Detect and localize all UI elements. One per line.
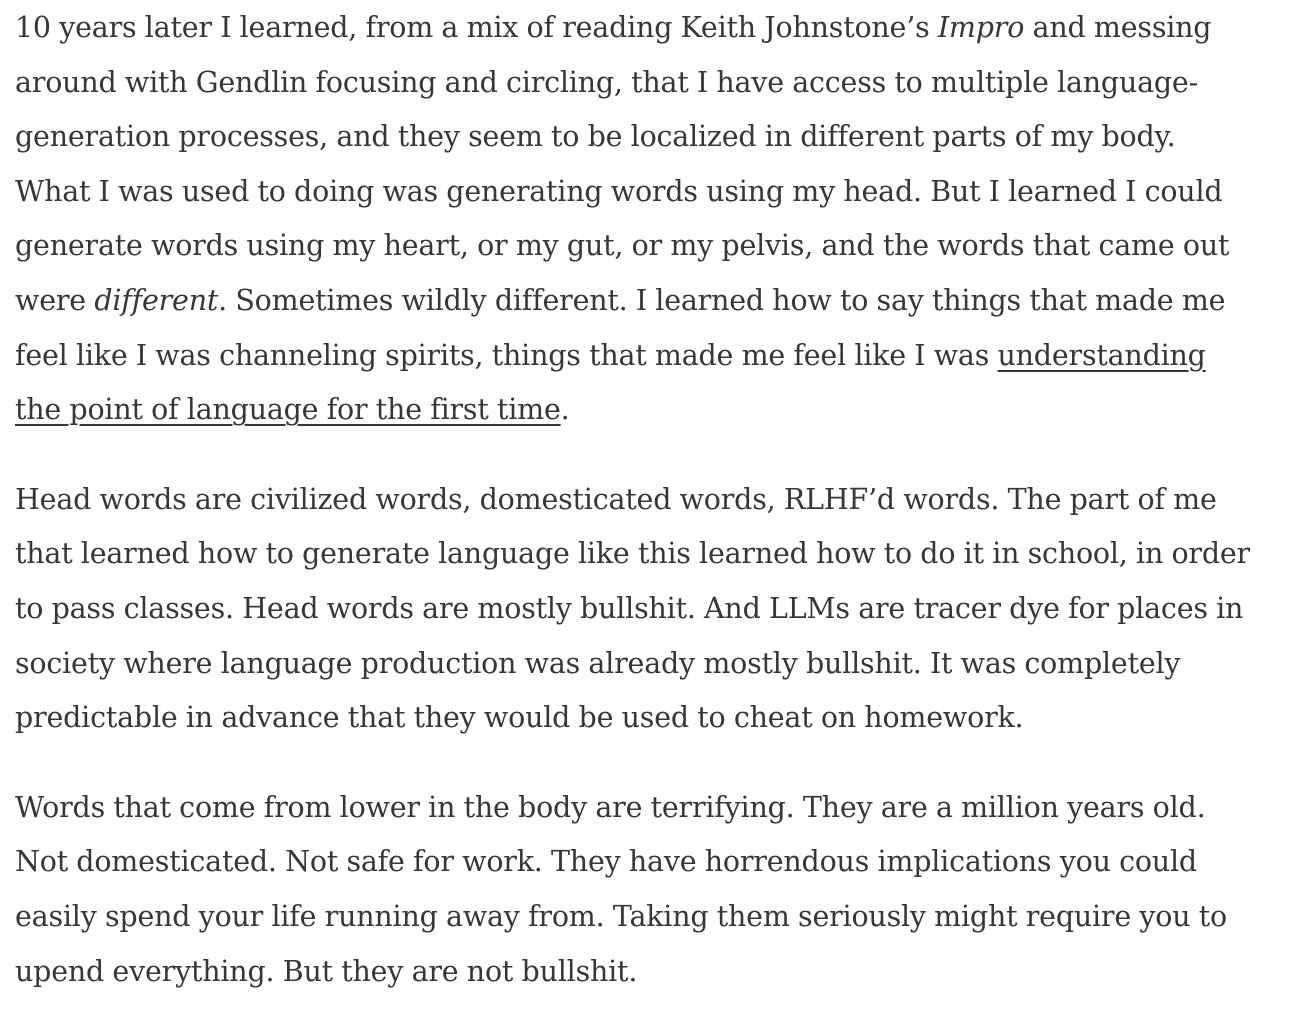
text-line: that learned how to generate language like this learned how to do it in school, in order <box>15 537 1250 571</box>
text-segment: and messing <box>1024 11 1212 44</box>
text-line: around with Gendlin focusing and circling, that I have access to multiple language- <box>15 65 1199 99</box>
text-segment: were <box>15 283 95 317</box>
text-line <box>15 383 1316 438</box>
emphasis-different: different <box>94 283 219 317</box>
text-line: Not domesticated. Not safe for work. They have horrendous implications you could <box>15 845 1197 879</box>
text-line: upend everything. But they are not bullshit. <box>15 954 638 988</box>
text-segment: feel like I was channeling spirits, things that made me feel like I was <box>15 338 998 372</box>
text-line <box>15 1 1316 56</box>
text-line: What I was used to doing was generating words using my head. But I learned I could <box>15 174 1223 208</box>
paragraph-1 <box>15 1 1316 438</box>
text-line: generation processes, and they seem to be localized in different parts of my body. <box>15 120 1176 154</box>
link-understanding-language-part-1[interactable]: understanding <box>997 338 1206 372</box>
text-segment: . <box>560 393 570 427</box>
text-line: society where language production was already mostly bullshit. It was completely <box>15 646 1181 680</box>
link-understanding-language-part-2[interactable]: the point of language for the first time <box>15 393 561 427</box>
text-line: easily spend your life running away from. Taking them seriously might require you to <box>15 899 1227 933</box>
text-segment: 10 years later I learned, from a mix of reading Keith Johnstone’s <box>15 11 938 44</box>
text-line: Head words are civilized words, domesticated words, RLHF’d words. The part of me <box>15 482 1217 516</box>
text-segment: . Sometimes wildly different. I learned how to say things that made me <box>218 283 1226 317</box>
text-line: to pass classes. Head words are mostly bullshit. And LLMs are tracer dye for places in <box>15 591 1244 625</box>
book-title-impro: Impro <box>937 11 1025 44</box>
text-line: predictable in advance that they would be used to cheat on homework. <box>15 701 1024 735</box>
text-line <box>15 274 1316 329</box>
text-line: Words that come from lower in the body are terrifying. They are a million years old. <box>15 790 1206 824</box>
article-body <box>15 0 1316 1034</box>
paragraph-2 <box>15 473 1316 746</box>
text-line: generate words using my heart, or my gut, or my pelvis, and the words that came out <box>15 229 1230 263</box>
paragraph-3 <box>15 781 1316 999</box>
text-line <box>15 329 1316 384</box>
